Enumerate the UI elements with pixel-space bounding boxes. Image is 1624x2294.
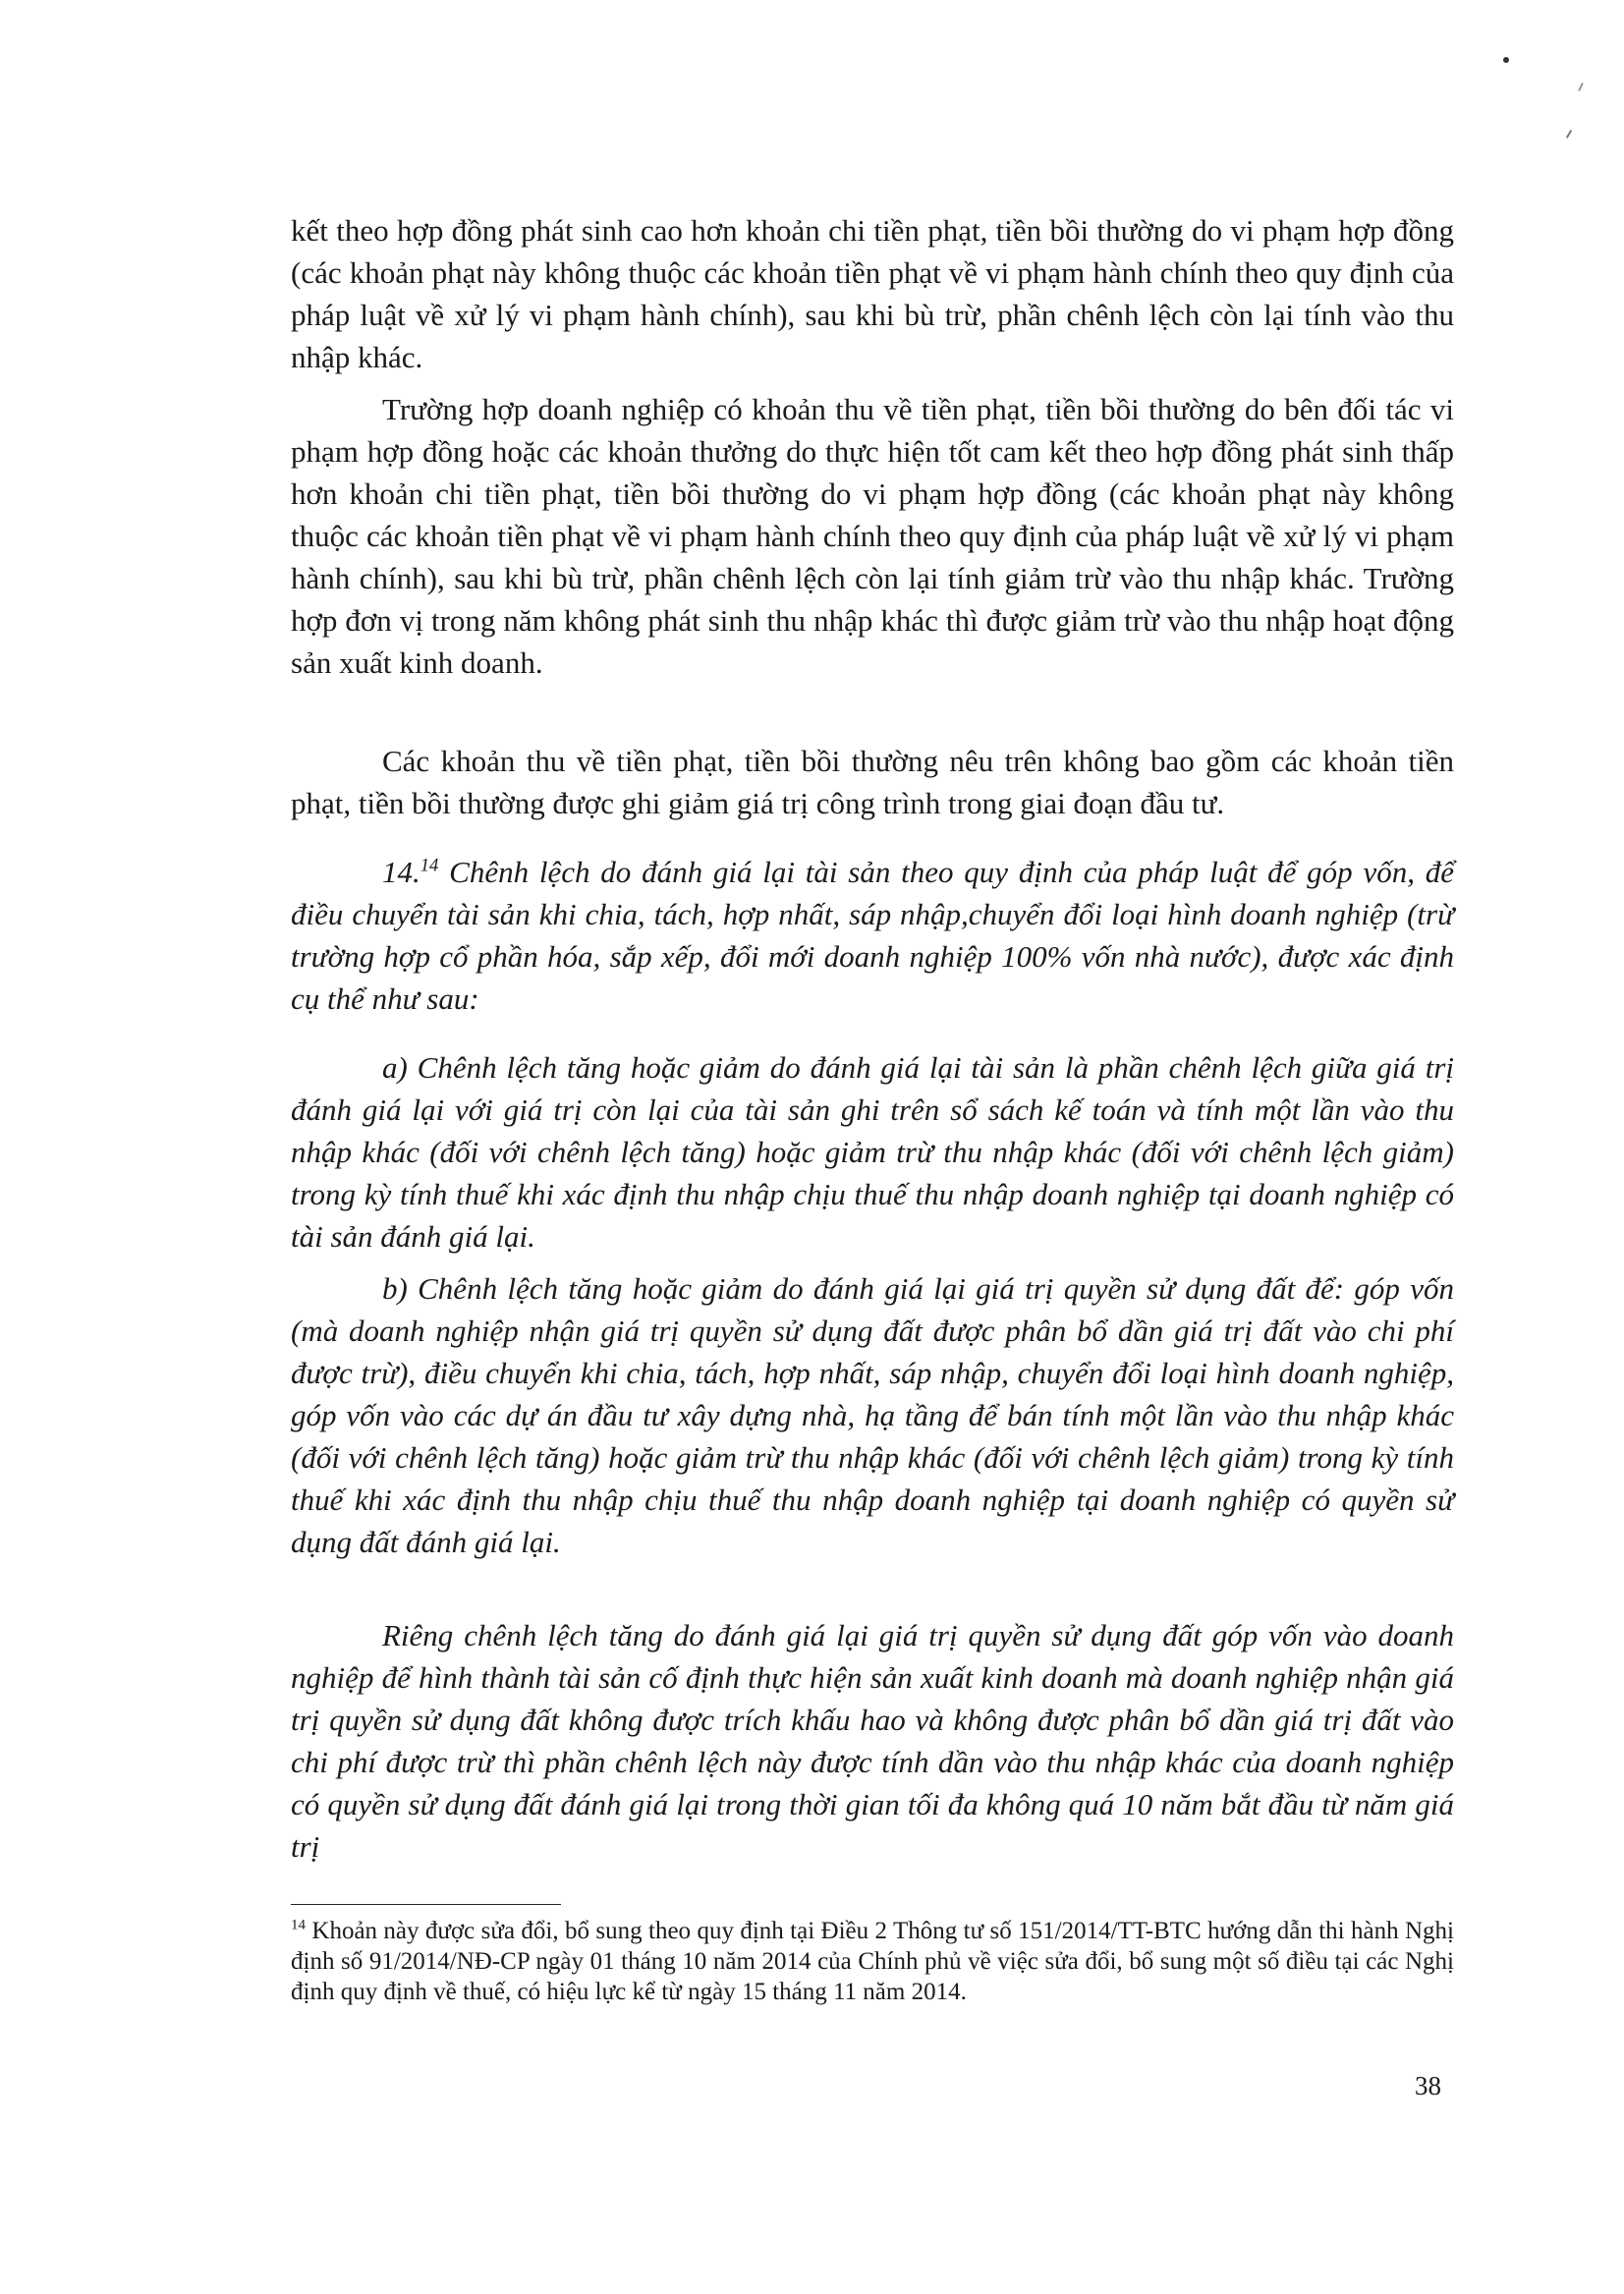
scan-mark — [1566, 130, 1572, 139]
clause-14-text: Chênh lệch do đánh giá lại tài sản theo quy định của pháp luật để góp vốn, để điều chuyển tài sản khi chia, tách, hợp nhất, sáp nhập,chuyển đổi loại hình doanh nghiệp (trừ trường hợp cổ phần hóa, sắp xếp, đổi mới doanh nghiệp 100% vốn nhà nước), được xác định cụ thể như sau: — [291, 855, 1455, 1016]
clause-14 — [291, 851, 1454, 1020]
paragraph-penalty-exclusion: Các khoản thu về tiền phạt, tiền bồi thường nêu trên không bao gồm các khoản tiền phạt, tiền bồi thường được ghi giảm giá trị công trình trong giai đoạn đầu tư. — [291, 744, 1454, 820]
paragraph-continuation: kết theo hợp đồng phát sinh cao hơn khoản chi tiền phạt, tiền bồi thường do vi phạm hợp đồng (các khoản phạt này không thuộc các khoản tiền phạt về vi phạm hành chính theo quy định của pháp luật về xử lý vi phạm hành chính), sau khi bù trừ, phần chênh lệch còn lại tính vào thu nhập khác. — [291, 213, 1454, 374]
clause-number: 14. — [382, 855, 420, 889]
footnote-ref: 14 — [420, 855, 439, 876]
paragraph-penalty-offset: Trường hợp doanh nghiệp có khoản thu về tiền phạt, tiền bồi thường do bên đối tác vi phạm hợp đồng hoặc các khoản thưởng do thực hiện tốt cam kết theo hợp đồng phát sinh thấp hơn khoản chi tiền phạt, tiền bồi thường do vi phạm hợp đồng (các khoản phạt này không thuộc các khoản tiền phạt về vi phạm hành chính theo quy định của pháp luật về xử lý vi phạm hành chính), sau khi bù trừ, phần chênh lệch còn lại tính giảm trừ vào thu nhập khác. Trường hợp đơn vị trong năm không phát sinh thu nhập khác thì được giảm trừ vào thu nhập hoạt động sản xuất kinh doanh. — [291, 392, 1454, 680]
scan-mark — [1503, 57, 1509, 63]
footnote-separator — [291, 1904, 561, 1905]
footnote-text: Khoản này được sửa đổi, bổ sung theo quy định tại Điều 2 Thông tư số 151/2014/TT-BTC hướng dẫn thi hành Nghị định số 91/2014/NĐ-CP ngày 01 tháng 10 năm 2014 của Chính phủ về việc sửa đổi, bổ sung một số điều tại các Nghị định quy định về thuế, có hiệu lực kể từ ngày 15 tháng 11 năm 2014. — [291, 1918, 1455, 2005]
clause-14-land-note: Riêng chênh lệch tăng do đánh giá lại giá trị quyền sử dụng đất góp vốn vào doanh nghiệp để hình thành tài sản cố định thực hiện sản xuất kinh doanh mà doanh nghiệp nhận giá trị quyền sử dụng đất không được trích khấu hao và không được phân bổ dần giá trị đất vào chi phí được trừ thì phần chênh lệch này được tính dần vào thu nhập khác của doanh nghiệp có quyền sử dụng đất đánh giá lại trong thời gian tối đa không quá 10 năm bắt đầu từ năm giá trị — [291, 1618, 1454, 1864]
page-number: 38 — [1415, 2071, 1441, 2100]
clause-14b: b) Chênh lệch tăng hoặc giảm do đánh giá lại giá trị quyền sử dụng đất để: góp vốn (mà doanh nghiệp nhận giá trị quyền sử dụng đất được phân bổ dần giá trị đất vào chi phí được trừ), điều chuyển khi chia, tách, hợp nhất, sáp nhập, chuyển đổi loại hình doanh nghiệp, góp vốn vào các dự án đầu tư xây dựng nhà, hạ tầng để bán tính một lần vào thu nhập khác (đối với chênh lệch tăng) hoặc giảm trừ thu nhập khác (đối với chênh lệch giảm) trong kỳ tính thuế khi xác định thu nhập chịu thuế thu nhập doanh nghiệp tại doanh nghiệp có quyền sử dụng đất đánh giá lại. — [291, 1271, 1454, 1559]
footnote-number: 14 — [291, 1917, 306, 1933]
footnote — [291, 1916, 1454, 2007]
scan-mark — [1578, 83, 1584, 91]
clause-14a: a) Chênh lệch tăng hoặc giảm do đánh giá lại tài sản là phần chênh lệch giữa giá trị đánh giá lại với giá trị còn lại của tài sản ghi trên sổ sách kế toán và tính một lần vào thu nhập khác (đối với chênh lệch tăng) hoặc giảm trừ thu nhập khác (đối với chênh lệch giảm) trong kỳ tính thuế khi xác định thu nhập chịu thuế thu nhập doanh nghiệp tại doanh nghiệp có tài sản đánh giá lại. — [291, 1050, 1454, 1254]
